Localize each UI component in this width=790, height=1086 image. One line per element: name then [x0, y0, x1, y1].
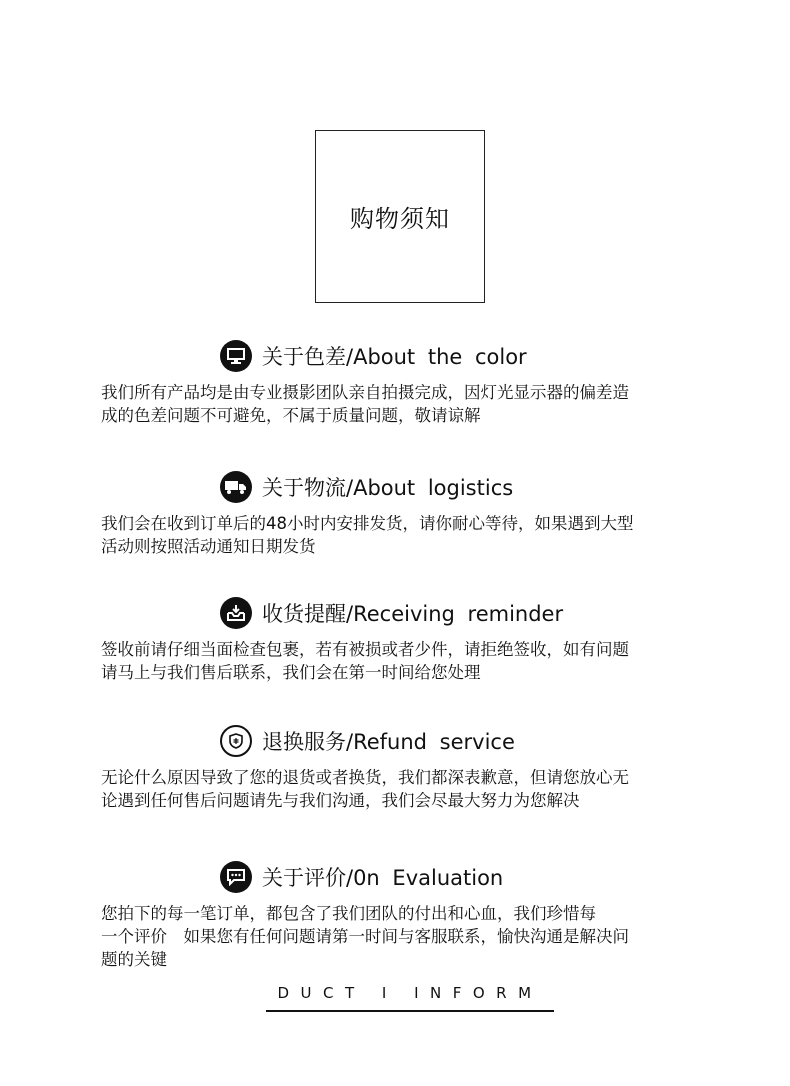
footer-brand: DUCT I INFORM [266, 984, 554, 1012]
section-title: 关于色差/About the color [262, 345, 527, 369]
section-header [220, 725, 515, 757]
body-line: 题的关键 [101, 950, 167, 969]
body-line: 论遇到任何售后问题请先与我们沟通，我们会尽最大努力为您解决 [101, 791, 580, 810]
body-line: 我们所有产品均是由专业摄影团队亲自拍摄完成，因灯光显示器的偏差造 [101, 383, 629, 402]
section-body [101, 902, 721, 971]
truck-icon [220, 471, 252, 503]
section-header [220, 597, 563, 629]
section-body [101, 766, 721, 812]
section-header [220, 471, 513, 503]
shield-icon [220, 725, 252, 757]
section-header [220, 340, 527, 372]
section-body [101, 381, 721, 427]
section-header [220, 861, 503, 893]
section-title: 收货提醒/Receiving reminder [262, 602, 564, 626]
section-title: 关于物流/About logistics [262, 476, 514, 500]
body-line: 请马上与我们售后联系，我们会在第一时间给您处理 [101, 663, 481, 682]
section-body [101, 512, 721, 558]
body-line: 您拍下的每一笔订单，都包含了我们团队的付出和心血，我们珍惜每 [101, 904, 596, 923]
inbox-icon [220, 597, 252, 629]
body-line: 成的色差问题不可避免，不属于质量问题，敬请谅解 [101, 406, 481, 425]
page-title: 购物须知 [350, 205, 450, 233]
section-title: 退换服务/Refund service [262, 730, 515, 754]
chat-bubble-icon [220, 861, 252, 893]
body-line: 活动则按照活动通知日期发货 [101, 537, 316, 556]
monitor-icon [220, 340, 252, 372]
body-line: 无论什么原因导致了您的退货或者换货，我们都深表歉意，但请您放心无 [101, 768, 629, 787]
section-title: 关于评价/0n Evaluation [262, 866, 504, 890]
body-line: 签收前请仔细当面检查包裹，若有被损或者少件，请拒绝签收，如有问题 [101, 640, 629, 659]
page-title-box [315, 130, 485, 303]
body-line: 一个评价 如果您有任何问题请第一时间与客服联系，愉快沟通是解决问 [101, 927, 629, 946]
section-body [101, 638, 721, 684]
body-line: 我们会在收到订单后的48小时内安排发货，请你耐心等待，如果遇到大型 [101, 514, 634, 533]
